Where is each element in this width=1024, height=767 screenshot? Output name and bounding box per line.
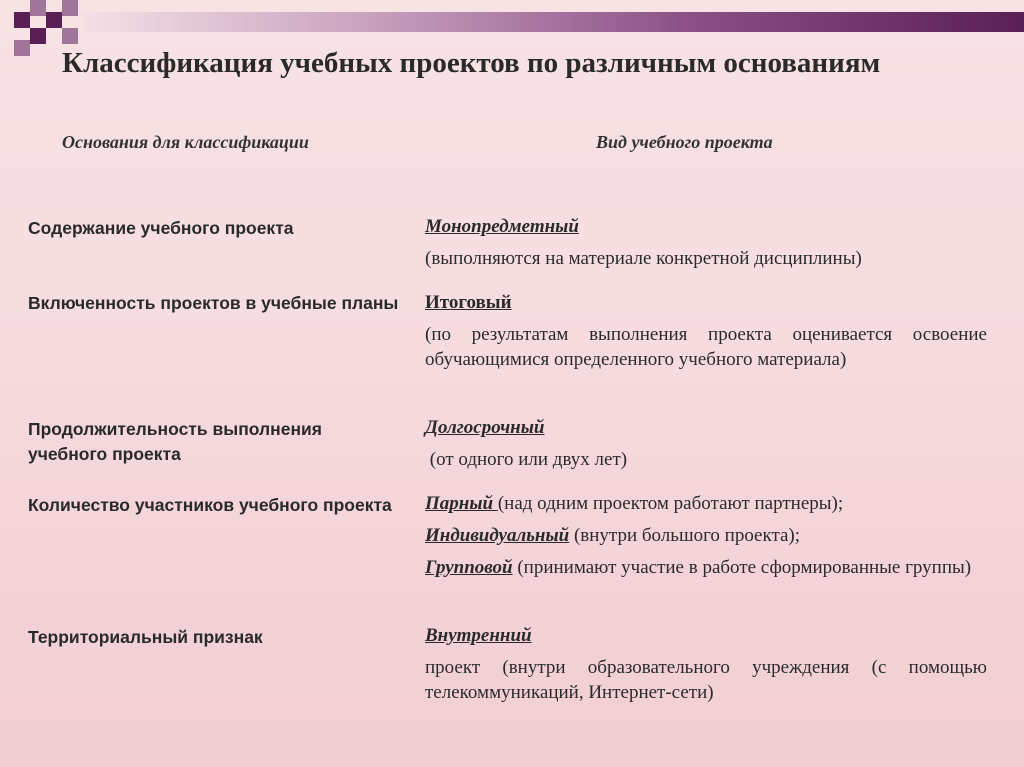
- project-type-name: Внутренний: [425, 625, 532, 646]
- row-basis: Количество участников учебного проекта: [28, 495, 392, 515]
- row-basis: Включенность проектов в учебные планы: [28, 293, 399, 313]
- project-type-desc: (от одного или двух лет): [425, 449, 628, 470]
- project-type-name: Итоговый: [425, 292, 512, 313]
- row-type: [425, 415, 987, 472]
- project-type-desc: (выполняются на материале конкретной дисциплины): [425, 248, 862, 269]
- project-type-name: Групповой: [425, 557, 513, 578]
- decor-square: [14, 40, 30, 56]
- decor-square: [30, 28, 46, 44]
- project-type-name: Долгосрочный: [425, 417, 545, 438]
- decor-square: [14, 12, 30, 28]
- row-type: [425, 214, 987, 271]
- decor-square: [46, 12, 62, 28]
- project-type-desc: (принимают участие в работе сформированные группы): [512, 557, 972, 578]
- decor-square: [30, 0, 46, 16]
- project-type-name: Парный: [425, 493, 498, 514]
- row-basis: Продолжительность выполнения учебного проекта: [28, 419, 322, 464]
- row-basis: Содержание учебного проекта: [28, 218, 294, 238]
- row-type: [425, 623, 987, 705]
- decor-square: [62, 0, 78, 16]
- row-type: [425, 290, 987, 372]
- slide-title: Классификация учебных проектов по различным основаниям: [62, 47, 881, 79]
- project-type-name: Монопредметный: [425, 216, 579, 237]
- list-item: [425, 555, 987, 580]
- row-basis: Территориальный признак: [28, 627, 263, 647]
- header-gradient-bar: [78, 12, 1024, 32]
- column-header-type: Вид учебного проекта: [596, 132, 773, 152]
- column-header-basis: Основания для классификации: [62, 132, 309, 152]
- list-item: [425, 491, 987, 516]
- project-type-desc: (внутри большого проекта);: [569, 525, 801, 546]
- project-type-name: Индивидуальный: [425, 525, 570, 546]
- row-type: [425, 491, 987, 580]
- list-item: [425, 523, 987, 548]
- project-type-desc: проект (внутри образовательного учреждения (с помощью телекоммуникаций, Интернет-сети): [425, 657, 987, 703]
- project-type-desc: (над одним проектом работают партнеры);: [497, 493, 844, 514]
- project-type-desc: (по результатам выполнения проекта оценивается освоение обучающимися определенного учебного материала): [425, 324, 987, 370]
